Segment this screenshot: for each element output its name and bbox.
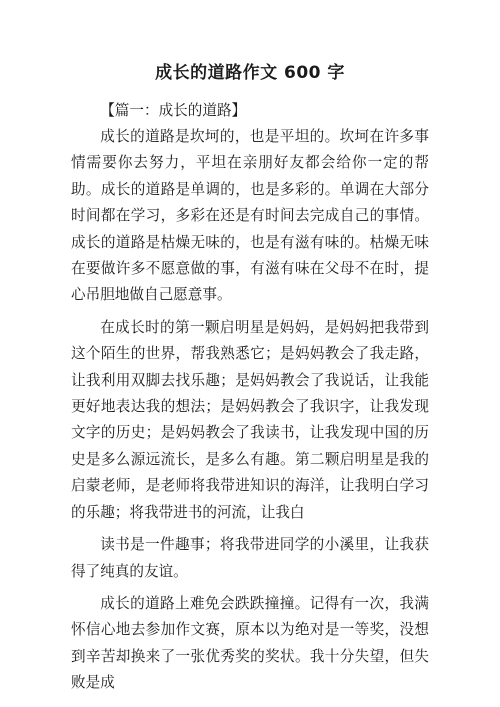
section-label: 【篇一：成长的道路】 <box>100 102 247 119</box>
paragraph-3: 读书是一件趣事；将我带进同学的小溪里，让我获得了纯真的友谊。 <box>71 536 429 580</box>
paragraph-2: 在成长时的第一颗启明星是妈妈，是妈妈把我带到这个陌生的世界，帮我熟悉它；是妈妈教会了我走路，让我利用双脚去找乐趣；是妈妈教会了我说话，让我能更好地表达我的想法；是妈妈教会了我识字，让我发现文字的历史；是妈妈教会了我读书，让我发现中国的历史是多么源远流长，是多么有趣。第二颗启明星是我的启蒙老师，是老师将我带进知识的海洋，让我明白学习的乐趣；将我带进书的河流，让我白 <box>71 318 429 521</box>
paragraph-1: 成长的道路是坎坷的，也是平坦的。坎坷在许多事情需要你去努力，平坦在亲朋好友都会给你一定的帮助。成长的道路是单调的，也是多彩的。单调在大部分时间都在学习，多彩在还是有时间去完成自己的事情。成长的道路是枯燥无味的，也是有滋有味的。枯燥无味在要做许多不愿意做的事，有滋有味在父母不在时，提心吊胆地做自己愿意事。 <box>71 128 429 304</box>
document-title: 成长的道路作文 600 字 <box>155 63 345 83</box>
paragraph-4: 成长的道路上难免会跌跌撞撞。记得有一次，我满怀信心地去参加作文赛，原本以为绝对是一等奖，没想到辛苦却换来了一张优秀奖的奖状。我十分失望，但失败是成 <box>71 594 429 692</box>
